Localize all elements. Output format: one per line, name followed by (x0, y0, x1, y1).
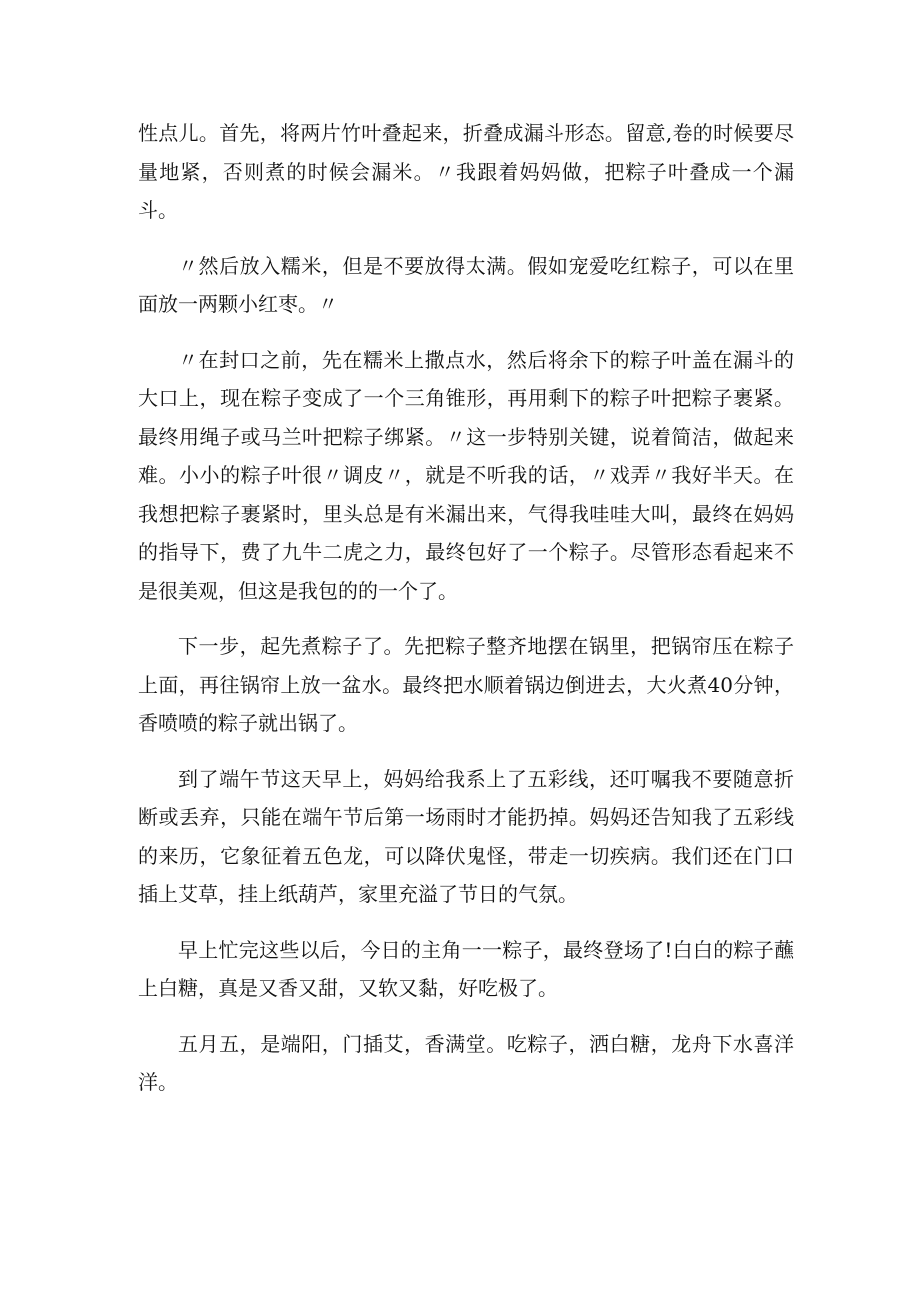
paragraph-5: 到了端午节这天早上，妈妈给我系上了五彩线，还叮嘱我不要随意折断或丢弃，只能在端午节后第一场雨时才能扔掉。妈妈还告知我了五彩线的来历，它象征着五色龙，可以降伏鬼怪，带走一切疾病。我们还在门口插上艾草，挂上纸葫芦，家里充溢了节日的气氛。 (138, 766, 794, 906)
paragraph-4: 下一步，起先煮粽子了。先把粽子整齐地摆在锅里，把锅帘压在粽子上面，再往锅帘上放一盆水。最终把水顺着锅边倒进去，大火煮40分钟，香喷喷的粽子就出锅了。 (138, 634, 794, 735)
paragraph-7: 五月五，是端阳，门插艾，香满堂。吃粽子，洒白糖，龙舟下水喜洋洋。 (138, 1031, 794, 1094)
paragraph-1: 性点儿。首先，将两片竹叶叠起来，折叠成漏斗形态。留意,卷的时候要尽量地紧，否则煮的时候会漏米。〃我跟着妈妈做，把粽子叶叠成一个漏斗。 (138, 121, 794, 222)
paragraph-3: 〃在封口之前，先在糯米上撒点水，然后将余下的粽子叶盖在漏斗的大口上，现在粽子变成了一个三角锥形，再用剩下的粽子叶把粽子裹紧。最终用绳子或马兰叶把粽子绑紧。〃这一步特别关键，说着简洁，做起来难。小小的粽子叶很〃调皮〃，就是不听我的话，〃戏弄〃我好半天。在我想把粽子裹紧时，里头总是有米漏出来，气得我哇哇大叫，最终在妈妈的指导下，费了九牛二虎之力，最终包好了一个粽子。尽管形态看起来不是很美观，但这是我包的的一个了。 (138, 347, 794, 603)
document-body (138, 114, 794, 1102)
paragraph-2: 〃然后放入糯米，但是不要放得太满。假如宠爱吃红粽子，可以在里面放一两颗小红枣。〃 (138, 253, 794, 316)
paragraph-6: 早上忙完这些以后，今日的主角一一粽子，最终登场了!白白的粽子蘸上白糖，真是又香又甜，又软又黏，好吃极了。 (138, 937, 794, 1000)
